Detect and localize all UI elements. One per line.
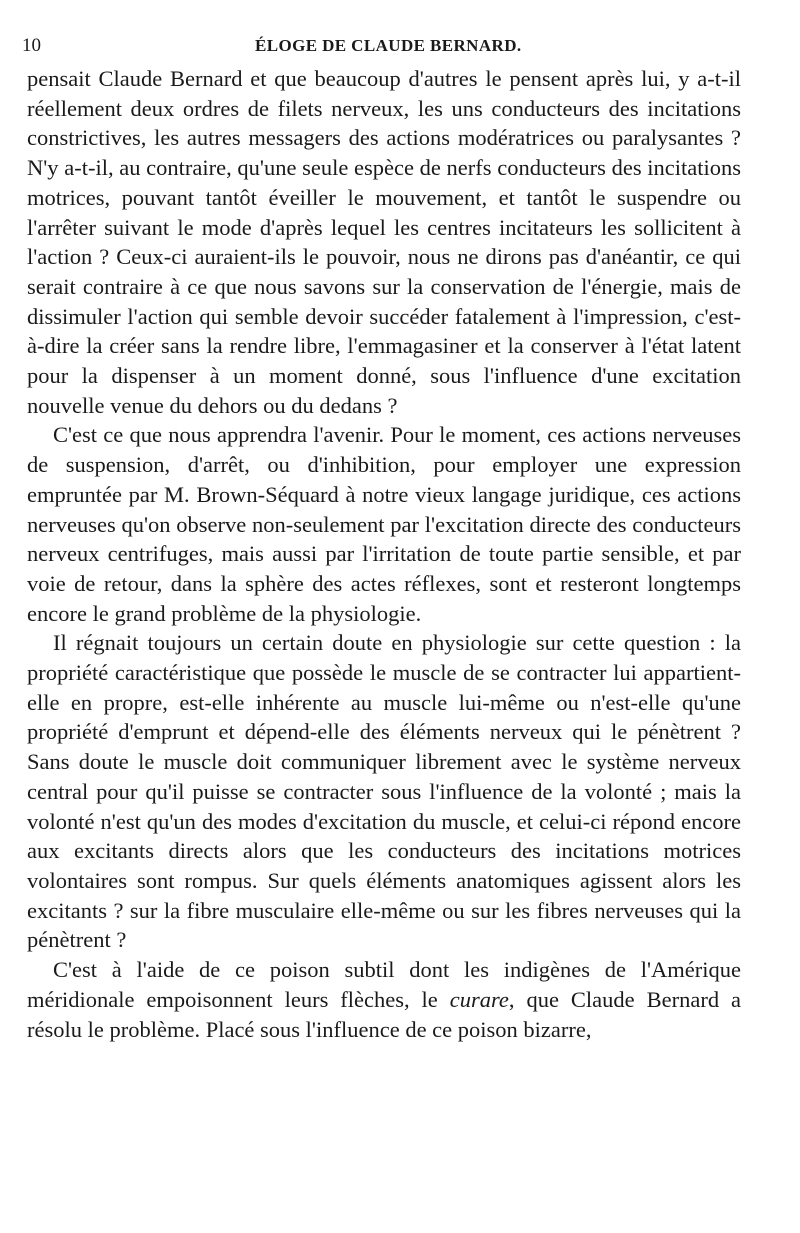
- page-number: 10: [22, 35, 41, 56]
- paragraph-1: pensait Claude Bernard et que beaucoup d'autres le pensent après lui, y a-t-il réellement deux ordres de filets nerveux, les uns conducteurs des incitations constrictives, les autres messagers des actions modératrices ou paralysantes ? N'y a-t-il, au contraire, qu'une seule espèce de nerfs conducteurs des incitations motrices, pouvant tantôt éveiller le mouvement, et tantôt le suspendre ou l'arrêter suivant le mode d'après lequel les centres incitateurs les sollicitent à l'action ? Ceux-ci auraient-ils le pouvoir, nous ne dirons pas d'anéantir, ce qui serait contraire à ce que nous savons sur la conservation de l'énergie, mais de dissimuler l'action qui semble devoir succéder fatalement à l'impression, c'est-à-dire la créer sans la rendre libre, l'emmagasiner et la conserver à l'état latent pour la dispenser à un moment donné, sous l'influence d'une excitation nouvelle venue du dehors ou du dedans ?: [27, 66, 741, 418]
- body-text: [27, 64, 741, 1044]
- page-header: [22, 34, 742, 58]
- running-title: ÉLOGE DE CLAUDE BERNARD.: [255, 36, 522, 55]
- paragraph-4: [27, 955, 741, 1044]
- curare-term: curare: [449, 986, 509, 1012]
- paragraph-3: Il régnait toujours un certain doute en physiologie sur cette question : la propriété caractéristique que possède le muscle de se contracter lui appartient-elle en propre, est-elle inhérente au muscle lui-même ou n'est-elle qu'une propriété d'emprunt et dépend-elle des éléments nerveux qui le pénètrent ? Sans doute le muscle doit communiquer librement avec le système nerveux central pour qu'il puisse se contracter sous l'influence de la volonté ; mais la volonté n'est qu'un des modes d'excitation du muscle, et celui-ci répond encore aux excitants directs alors que les conducteurs des incitations motrices volontaires sont rompus. Sur quels éléments anatomiques agissent alors les excitants ? sur la fibre musculaire elle-même ou sur les fibres nerveuses qui la pénètrent ?: [27, 630, 741, 953]
- paragraph-4-end: , que Claude Bernard a résolu le problème. Placé sous l'influence de ce poison bizarre,: [27, 986, 742, 1042]
- paragraph-2: C'est ce que nous apprendra l'avenir. Pour le moment, ces actions nerveuses de suspension, d'arrêt, ou d'inhibition, pour employer une expression empruntée par M. Brown-Séquard à notre vieux langage juridique, ces actions nerveuses qu'on observe non-seulement par l'excitation directe des conducteurs nerveux centrifuges, mais aussi par l'irritation de toute partie sensible, et par voie de retour, dans la sphère des actes réflexes, sont et resteront longtemps encore le grand problème de la physiologie.: [27, 422, 741, 626]
- paragraph-4-start: C'est à l'aide de ce poison subtil dont les indigènes de l'Amérique méridionale empoisonnent leurs flèches, le: [27, 957, 741, 1012]
